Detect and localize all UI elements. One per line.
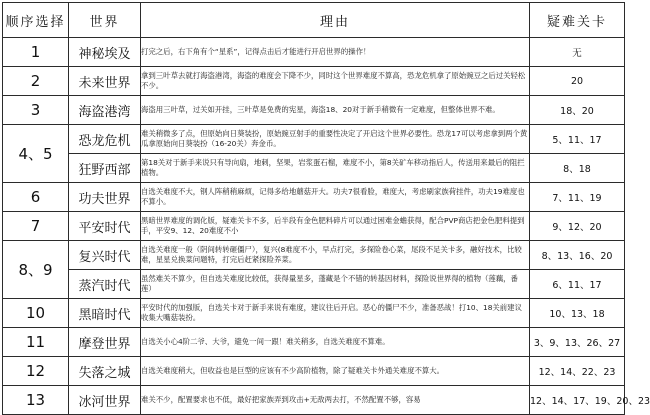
reason-cell: 自选关难度一般（阴间转转砸僵尸），复兴(8难度不小，早点打完，多探险卷心菜，尾段不足关卡多，融好技术，比较难，星星兑换菜问题特，打完后赶紧探险养菜。 — [141, 241, 530, 270]
world-cell: 功夫世界 — [69, 183, 141, 212]
levels-cell: 3、9、13、26、27 — [530, 328, 625, 357]
order-cell: 3 — [3, 96, 69, 125]
header-levels: 疑难关卡 — [530, 3, 625, 38]
levels-cell: 6、11、17 — [530, 270, 625, 299]
world-cell: 蒸汽时代 — [69, 270, 141, 299]
order-cell: 10 — [3, 299, 69, 328]
table-row — [3, 96, 625, 125]
table-row — [3, 125, 625, 154]
levels-cell: 10、13、18 — [530, 299, 625, 328]
table-row — [3, 328, 625, 357]
table-row — [3, 183, 625, 212]
reason-cell: 黑暗世界难度的调化版，疑难关卡不多，后半段有金色肥料碎片可以通过困难金蟾获得，配合PVP商店把金色肥料提到手，平安9、12、20难度不小 — [141, 212, 530, 241]
reason-cell: 平安时代的加强版，自选关卡对于新手来说有难度，建议往后开启。恶心的僵尸不少，准备恶战！打10、18关前建议收集大嘴菇装扮。 — [141, 299, 530, 328]
world-cell: 失落之城 — [69, 357, 141, 386]
world-cell: 摩登世界 — [69, 328, 141, 357]
reason-cell: 自选关难度不大，钢人阵稍稍麻烦，记得多给地蘑菇开大。功夫7很看脸，难度大，考虑刷家族荷挂件，功夫19难度也不算小。 — [141, 183, 530, 212]
reason-cell: 虽然难关不算少，但自选关难度比较低，获得量星多，蓬藏是个不错的转基因材料，探险说世界得的植物（莲藕，番莲） — [141, 270, 530, 299]
header-world: 世界 — [69, 3, 141, 38]
table-row — [3, 270, 625, 299]
reason-cell: 海盗用三叶草，过关如开挂，三叶草是免费的宪星，海盗18、20对于新手稍微有一定难度，但整体世界不难。 — [141, 96, 530, 125]
levels-cell: 8、18 — [530, 154, 625, 183]
order-cell: 1 — [3, 38, 69, 67]
table-row — [3, 357, 625, 386]
world-cell: 神秘埃及 — [69, 38, 141, 67]
world-cell: 复兴时代 — [69, 241, 141, 270]
reason-cell: 难关不少，配置要求也不低，最好把家族弄到攻击+无敌两去打，不然配置不够，容易 — [141, 386, 530, 415]
world-cell: 恐龙危机 — [69, 125, 141, 154]
order-cell: 7 — [3, 212, 69, 241]
order-cell: 4、5 — [3, 125, 69, 183]
table-row — [3, 386, 625, 415]
reason-cell: 自选关难度稍大，但收益也是巨型的应该有不少高阶植物，除了疑难关卡外通关难度不算大。 — [141, 357, 530, 386]
levels-cell: 9、12、20 — [530, 212, 625, 241]
table-row — [3, 67, 625, 96]
levels-cell: 8、13、16、20 — [530, 241, 625, 270]
reason-cell: 第18关对于新手来说只有导向扇，地刺，坚果，岩浆蛋石榴，难度不小，第8关矿车移动指后人，传送用来最后的阻拦植物。 — [141, 154, 530, 183]
header-reason: 理由 — [141, 3, 530, 38]
levels-cell: 20 — [530, 67, 625, 96]
reason-cell: 拿到三叶草去就打海盗港湾，海盗的难度会下降不少，同时这个世界难度不算高，恐龙危机拿了原始豌豆之后过关轻松不少。 — [141, 67, 530, 96]
world-cell: 未来世界 — [69, 67, 141, 96]
order-cell: 6 — [3, 183, 69, 212]
levels-cell: 无 — [530, 38, 625, 67]
table-row — [3, 38, 625, 67]
levels-cell: 12、14、22、23 — [530, 357, 625, 386]
reason-cell: 自选关小心4阶二爷、大爷，避免一间一跟！难关稍多，自选关难度不算难。 — [141, 328, 530, 357]
world-cell: 海盗港湾 — [69, 96, 141, 125]
world-cell: 平安时代 — [69, 212, 141, 241]
world-cell: 冰河世界 — [69, 386, 141, 415]
order-cell: 2 — [3, 67, 69, 96]
header-order: 顺序选择 — [3, 3, 69, 38]
header-row — [3, 3, 625, 38]
levels-cell: 7、11、19 — [530, 183, 625, 212]
table-row — [3, 299, 625, 328]
reason-cell: 打完之后，右下角有个“星系”，记得点击后才能进行开启世界的操作！ — [141, 38, 530, 67]
order-cell: 13 — [3, 386, 69, 415]
levels-cell: 5、11、17 — [530, 125, 625, 154]
world-cell: 黑暗时代 — [69, 299, 141, 328]
order-cell: 8、9 — [3, 241, 69, 299]
world-cell: 狂野西部 — [69, 154, 141, 183]
order-cell: 12 — [3, 357, 69, 386]
levels-cell: 12、14、17、19、20、23 — [530, 386, 625, 415]
order-cell: 11 — [3, 328, 69, 357]
reason-cell: 难关稍微多了点，但原始向日葵装扮，原始豌豆射手的重要性决定了开启这个世界必要性。恐龙17可以考虑拿到两个黄瓜拿原始向日葵装扮（16-20关）奔金币。 — [141, 125, 530, 154]
table-row — [3, 241, 625, 270]
levels-cell: 18、20 — [530, 96, 625, 125]
table-row — [3, 154, 625, 183]
guide-table — [2, 2, 650, 415]
table-row — [3, 212, 625, 241]
